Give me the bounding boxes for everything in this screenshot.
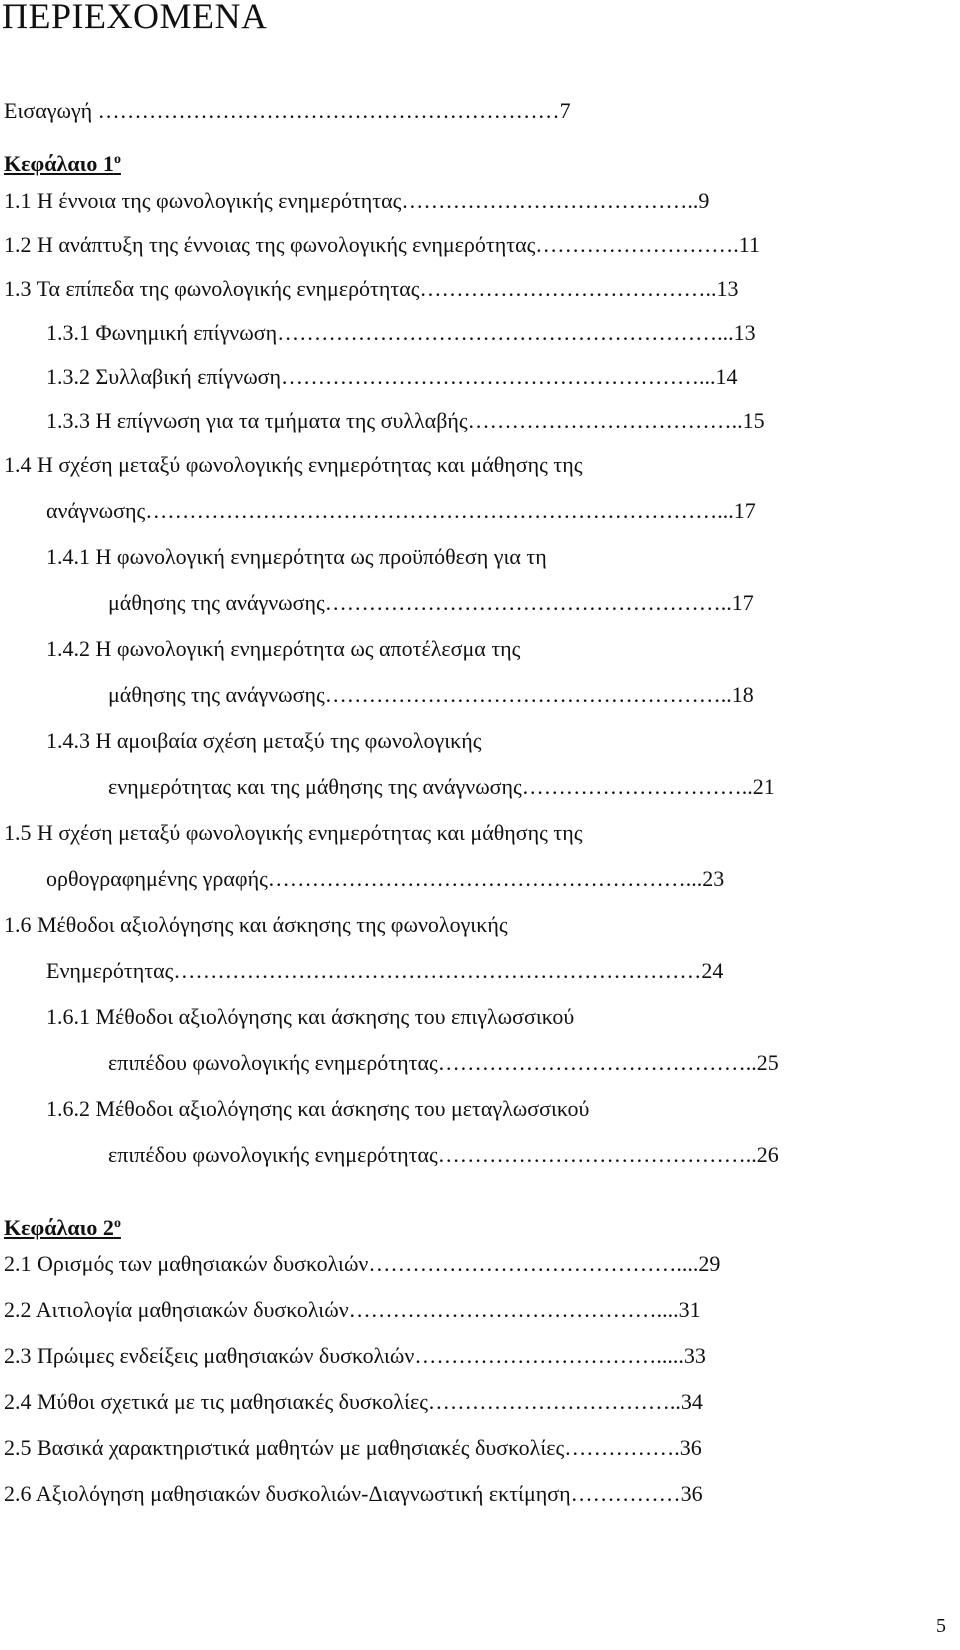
toc-entry: 2.4 Μύθοι σχετικά με τις μαθησιακές δυσκολίες……………………………..34 xyxy=(4,1389,703,1414)
toc-entry-continuation: ενημερότητας και της μάθησης της ανάγνωσης…………………………..21 xyxy=(108,774,775,799)
page-number: 5 xyxy=(936,1615,946,1637)
toc-entry-continuation: ανάγνωσης……………………………………………………………………...17 xyxy=(46,498,756,523)
toc-entry: 1.4.2 Η φωνολογική ενημερότητα ως αποτέλεσμα της xyxy=(46,636,521,661)
chapter-2-label: Κεφάλαιο 2 xyxy=(4,1215,114,1240)
toc-entry: 1.1 Η έννοια της φωνολογικής ενημερότητας…………………………………..9 xyxy=(4,188,710,213)
chapter-1-heading xyxy=(4,146,121,178)
toc-entry-continuation: Ενημερότητας………………………………………………………………24 xyxy=(46,958,724,983)
toc-entry: 1.6.1 Μέθοδοι αξιολόγησης και άσκησης του επιγλωσσικού xyxy=(46,1004,575,1029)
toc-entry: 1.5 Η σχέση μεταξύ φωνολογικής ενημερότητας και μάθησης της xyxy=(4,820,583,845)
toc-entry-continuation: επιπέδου φωνολογικής ενημερότητας……………………………………..26 xyxy=(108,1142,779,1167)
toc-entry-introduction: Εισαγωγή ………………………………………………………7 xyxy=(4,98,571,123)
toc-entry-continuation: ορθογραφημένης γραφής…………………………………………………...23 xyxy=(46,866,725,891)
toc-entry: 1.4.1 Η φωνολογική ενημερότητα ως προϋπόθεση για τη xyxy=(46,544,547,569)
toc-entry: 1.3 Τα επίπεδα της φωνολογικής ενημερότητας…………………………………..13 xyxy=(4,276,739,301)
toc-entry: 2.3 Πρώιμες ενδείξεις μαθησιακών δυσκολιών…………………………….....33 xyxy=(4,1343,706,1368)
toc-entry: 1.3.3 Η επίγνωση για τα τμήματα της συλλαβής………………………………..15 xyxy=(46,408,765,433)
toc-entry-continuation: επιπέδου φωνολογικής ενημερότητας……………………………………..25 xyxy=(108,1050,779,1075)
toc-entry: 1.4 Η σχέση μεταξύ φωνολογικής ενημερότητας και μάθησης της xyxy=(4,452,583,477)
toc-entry: 1.3.2 Συλλαβική επίγνωση…………………………………………………...14 xyxy=(46,364,738,389)
toc-entry-continuation: μάθησης της ανάγνωσης………………………………………………..18 xyxy=(108,682,754,707)
toc-entry-continuation: μάθησης της ανάγνωσης………………………………………………..17 xyxy=(108,590,754,615)
toc-entry: 1.6.2 Μέθοδοι αξιολόγησης και άσκησης του μεταγλωσσικού xyxy=(46,1096,590,1121)
chapter-2-heading xyxy=(4,1210,121,1242)
toc-entry: 1.6 Μέθοδοι αξιολόγησης και άσκησης της φωνολογικής xyxy=(4,912,508,937)
chapter-2-ordinal: ο xyxy=(113,1216,121,1231)
toc-entry: 2.5 Βασικά χαρακτηριστικά μαθητών με μαθησιακές δυσκολίες…………….36 xyxy=(4,1435,702,1460)
toc-entry: 2.6 Αξιολόγηση μαθησιακών δυσκολιών-Διαγνωστική εκτίμηση……………36 xyxy=(4,1481,703,1506)
toc-entry: 2.2 Αιτιολογία μαθησιακών δυσκολιών……………………………………....31 xyxy=(4,1297,701,1322)
toc-entry: 1.2 Η ανάπτυξη της έννοιας της φωνολογικής ενημερότητας……………………….11 xyxy=(4,232,760,257)
toc-entry: 1.4.3 Η αμοιβαία σχέση μεταξύ της φωνολογικής xyxy=(46,728,482,753)
page-title: ΠΕΡΙΕΧΟΜΕΝΑ xyxy=(2,0,268,36)
chapter-1-label: Κεφάλαιο 1 xyxy=(4,151,114,176)
chapter-1-ordinal: ο xyxy=(113,152,121,167)
toc-entry: 1.3.1 Φωνημική επίγνωση……………………………………………………...13 xyxy=(46,320,756,345)
toc-entry: 2.1 Ορισμός των μαθησιακών δυσκολιών……………………………………....29 xyxy=(4,1251,721,1276)
